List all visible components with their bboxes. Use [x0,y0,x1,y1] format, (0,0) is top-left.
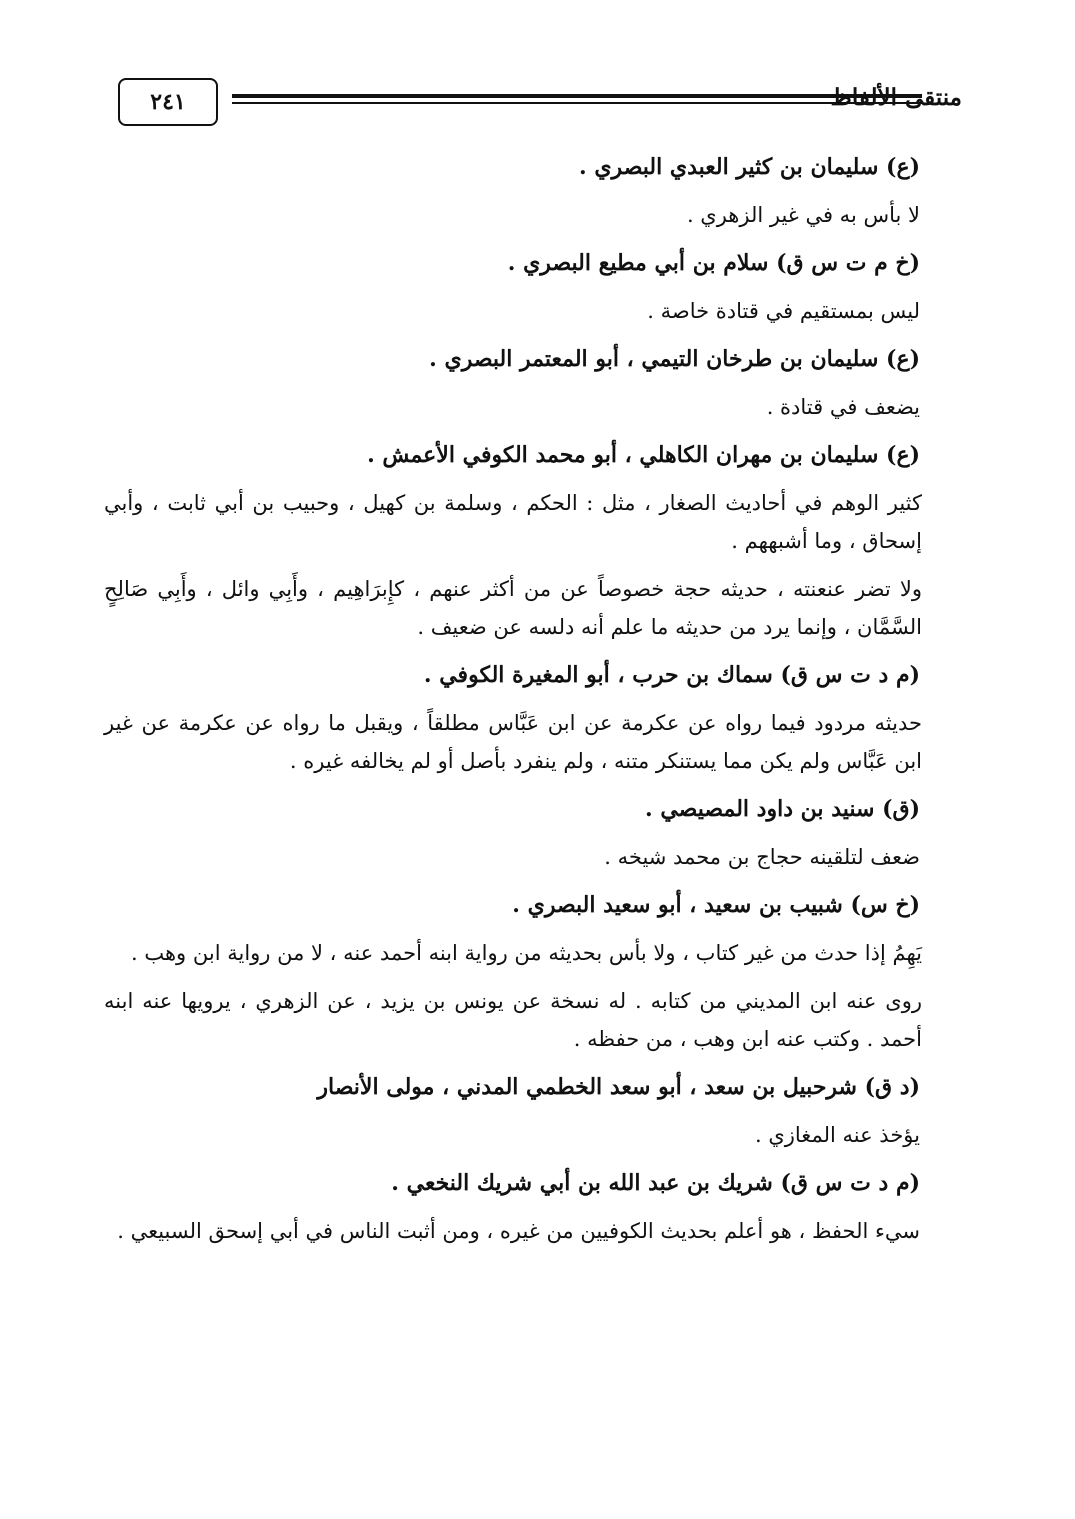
narrator-description: روى عنه ابن المديني من كتابه . له نسخة عن يونس بن يزيد ، عن الزهري ، يرويها عنه ابنه أحمد . وكتب عنه ابن وهب ، من حفظه . [104,989,922,1051]
narrator-heading: (ع) سليمان بن طرخان التيمي ، أبو المعتمر البصري . [429,346,920,372]
header-divider-thick [232,94,922,98]
narrator-heading: (م د ت س ق) شريك بن عبد الله بن أبي شريك النخعي . [391,1170,920,1196]
narrator-heading: (ع) سليمان بن كثير العبدي البصري . [579,154,920,180]
page-header [112,72,962,132]
page-body [104,148,922,1260]
narrator-heading: (ق) سنيد بن داود المصيصي . [645,796,920,822]
narrator-heading: (م د ت س ق) سماك بن حرب ، أبو المغيرة الكوفي . [423,662,920,688]
page-number: ٢٤١ [118,78,218,126]
narrator-description: سيء الحفظ ، هو أعلم بحديث الكوفيين من غيره ، ومن أثبت الناس في أبي إسحق السبيعي . [117,1219,920,1243]
narrator-description: يَهِمُ إذا حدث من غير كتاب ، ولا بأس بحديثه من رواية ابنه أحمد عنه ، لا من رواية ابن وهب . [131,941,922,965]
narrator-description: ولا تضر عنعنته ، حديثه حجة خصوصاً عن من أكثر عنهم ، كإِبرَاهِيم ، وأَبِي وائل ، وأَبِي صَالِحٍ السَّمَّان ، وإنما يرد من حديثه ما علم أنه دلسه عن ضعيف . [104,577,922,639]
narrator-heading: (ع) سليمان بن مهران الكاهلي ، أبو محمد الكوفي الأعمش . [367,442,920,468]
narrator-heading: (خ م ت س ق) سلام بن أبي مطيع البصري . [507,250,920,276]
header-divider-thin [232,102,922,104]
narrator-description: ليس بمستقيم في قتادة خاصة . [647,299,920,323]
header-divider [232,94,922,108]
narrator-heading: (د ق) شرحبيل بن سعد ، أبو سعد الخطمي المدني ، مولى الأنصار [317,1074,920,1100]
book-title: منتقى الألفاظ [830,84,962,111]
narrator-description: حديثه مردود فيما رواه عن عكرمة عن ابن عَبَّاس مطلقاً ، ويقبل ما رواه عن عكرمة عن غير ابن عَبَّاس ولم يكن مما يستنكر متنه ، ولم ينفرد بأصل أو لم يخالفه غيره . [104,711,922,773]
narrator-description: ضعف لتلقينه حجاج بن محمد شيخه . [604,845,920,869]
narrator-heading: (خ س) شبيب بن سعيد ، أبو سعيد البصري . [512,892,920,918]
narrator-description: لا بأس به في غير الزهري . [686,203,920,227]
narrator-description: يضعف في قتادة . [766,395,920,419]
narrator-description: كثير الوهم في أحاديث الصغار ، مثل : الحكم ، وسلمة بن كهيل ، وحبيب بن أبي ثابت ، وأبي إسحاق ، وما أشبههم . [104,491,922,553]
narrator-description: يؤخذ عنه المغازي . [754,1123,920,1147]
